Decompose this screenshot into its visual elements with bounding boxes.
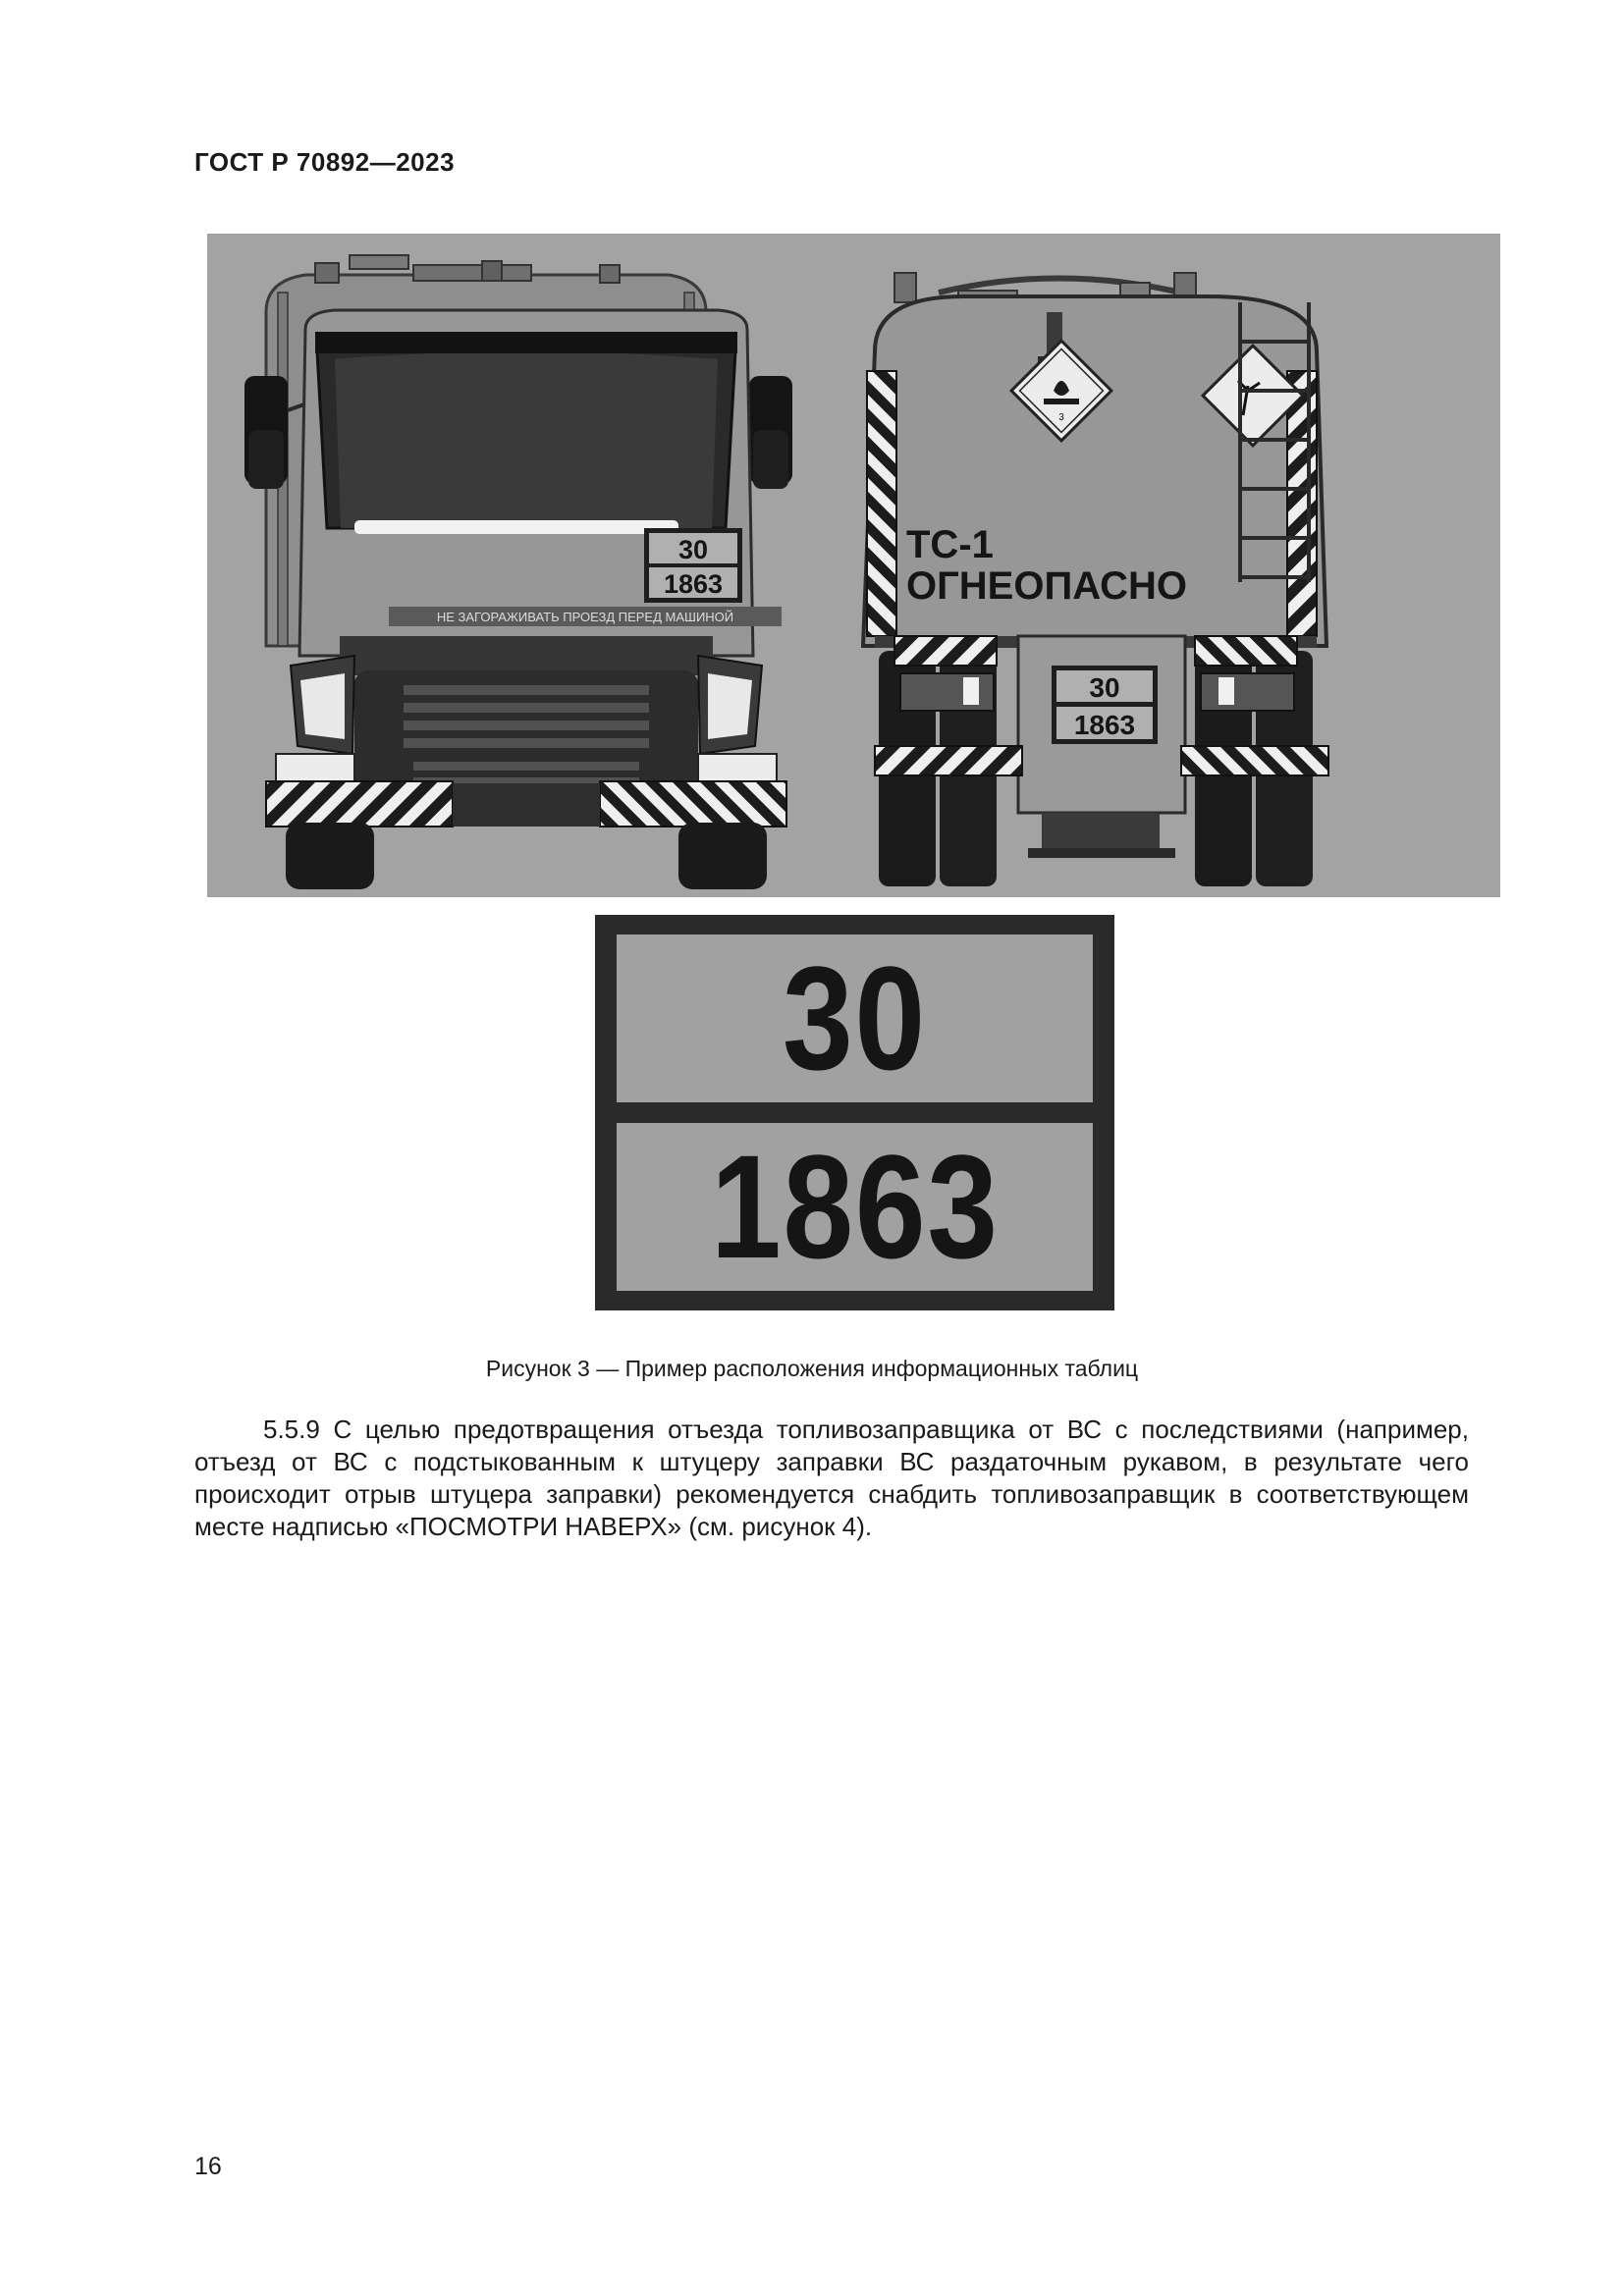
hazard-sign-number: 3 — [1058, 412, 1064, 423]
page-number: 16 — [194, 2153, 222, 2180]
front-plate-bottom: 1863 — [663, 569, 724, 599]
tank-label-line1: ТС-1 — [906, 523, 994, 566]
front-banner-text: НЕ ЗАГОРАЖИВАТЬ ПРОЕЗД ПЕРЕД МАШИНОЙ — [436, 610, 734, 624]
tank-label-line2: ОГНЕОПАСНО — [906, 564, 1187, 608]
figure-fuel-truck-views — [207, 234, 1500, 897]
large-plate-top-number: 30 — [783, 935, 927, 1100]
front-plate-top: 30 — [677, 535, 709, 564]
figure-caption: Рисунок 3 — Пример расположения информационных таблиц — [485, 1356, 1139, 1381]
truck-front-view — [244, 255, 792, 889]
paragraph-5-5-9: 5.5.9 С целью предотвращения отъезда топливозаправщика от ВС с последствиями (например, отъезд от ВС с подстыкованным к штуцеру заправки ВС раздаточным рукавом, в результате чего происходит отрыв штуцера заправки) рекомендуется снабдить топливозаправщик в соответствующем месте надписью «ПОСМОТРИ НАВЕРХ» (см. рисунок 4). — [194, 1415, 1469, 1541]
rear-plate-bottom: 1863 — [1073, 710, 1136, 740]
truck-rear-view — [863, 273, 1328, 886]
large-plate-top-cell — [617, 934, 1093, 1102]
large-plate-bottom-number: 1863 — [710, 1124, 1000, 1289]
document-header: ГОСТ Р 70892—2023 — [194, 147, 456, 177]
rear-plate-top: 30 — [1089, 672, 1120, 703]
body-paragraph — [194, 1414, 1469, 1543]
large-plate-bottom-cell — [617, 1123, 1093, 1291]
large-info-plate — [595, 915, 1114, 1310]
